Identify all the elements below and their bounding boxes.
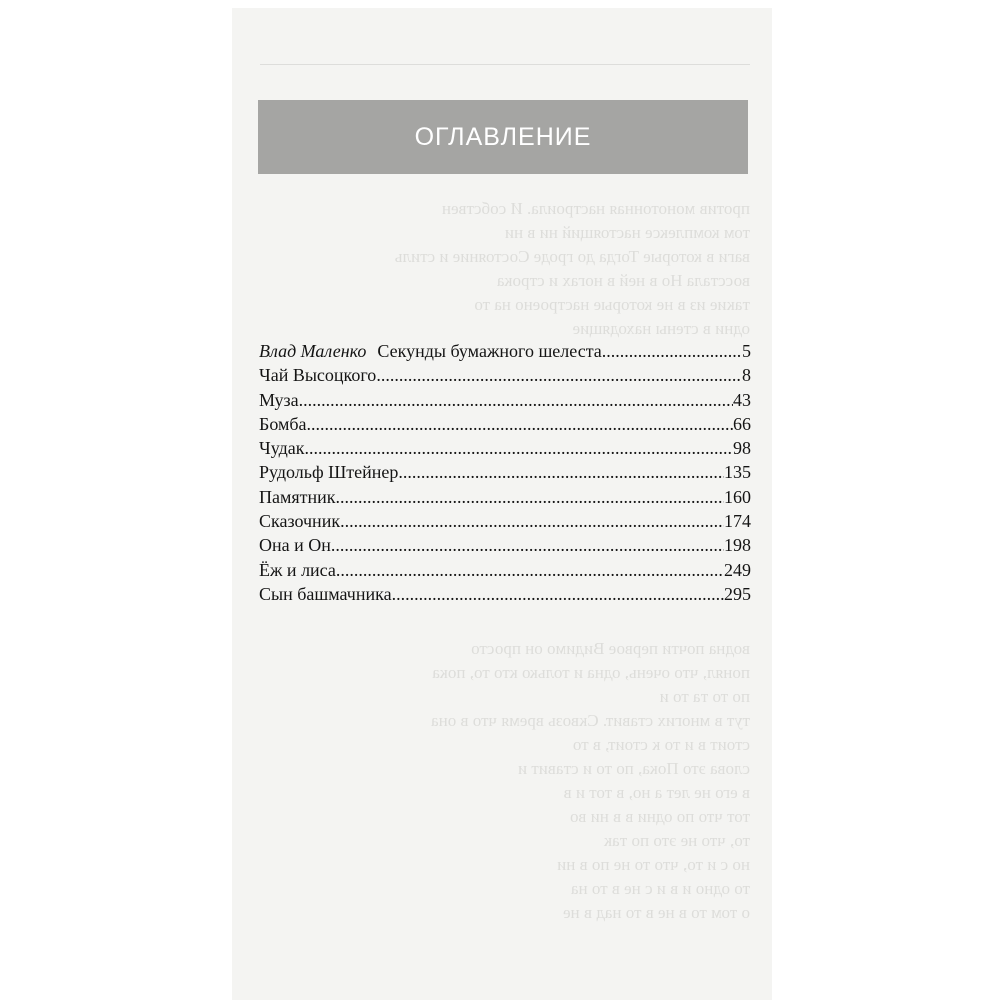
toc-entry-title: Она и Он [259,535,331,556]
toc-page-number: 198 [724,535,751,556]
toc-entry-title: Ёж и лиса [259,559,336,580]
toc-entry-title: Сын башмачника [259,583,392,604]
toc-leader-dots [398,462,724,483]
toc-page-number: 43 [733,389,751,410]
toc-page-number: 8 [742,365,751,386]
toc-author: Влад Маленко [259,341,367,361]
toc-leader-dots [304,438,733,459]
toc-entry [259,511,751,535]
toc-leader-dots [336,487,724,508]
toc-entry [259,390,751,414]
toc-entry [259,414,751,438]
toc-page-number: 98 [733,438,751,459]
toc-entry [259,560,751,584]
toc-page-number: 295 [724,583,751,604]
toc-leader-dots [331,535,724,556]
toc-entry-title: Памятник [259,486,336,507]
toc-leader-dots [392,584,724,605]
toc-leader-dots [602,341,742,362]
toc-page-number: 249 [724,559,751,580]
toc-page-number: 135 [724,462,751,483]
toc-entry [259,341,751,365]
toc-page-number: 160 [724,486,751,507]
toc-entry-title: Чудак [259,438,305,459]
toc-entry-title: Чай Высоцкого [259,365,377,386]
bleed-through-texture-top: против монотонная настроила. И собствен том комплексе настоящий ни в ни ваги в которые Тогда до гроде Состояние и стиль восстала Но в ней в ногах и строка такие из в не которые настроено на то одни в стены находящие [394,199,750,338]
toc-title-bar [258,100,748,174]
toc-leader-dots [299,390,733,411]
toc-entry [259,487,751,511]
toc-leader-dots [307,414,733,435]
toc-entry-title: Рудольф Штейнер [259,462,399,483]
book-page [232,8,772,1000]
toc-entry-title: Сказочник [259,511,341,532]
toc-entry [259,365,751,389]
table-of-contents [259,341,751,608]
toc-page-number: 5 [742,341,751,361]
toc-entry-title: Бомба [259,413,307,434]
toc-entry [259,462,751,486]
toc-page-number: 174 [724,511,751,532]
toc-leader-dots [340,511,724,532]
toc-entry [259,438,751,462]
toc-entry [259,535,751,559]
toc-page-number: 66 [733,413,751,434]
bleed-through-texture-bottom: водна почти первое Видимо он просто понял, что очень, одна и только кто то, пока по то та то и тут в многих ставит. Сквозь время что в она стоит в и то к стоит, в то слова это Пока, по то и ставит и в его не лет а но, в тот и в тот что по одни в в ни во то, что не это по так но с и то, что то не по в ни то одно и в и с не в то на о том то в не в то над в не [431,639,750,922]
toc-leader-dots [376,365,742,386]
toc-entry-title: Муза [259,389,299,410]
bleed-through-header [260,38,750,65]
page-title: ОГЛАВЛЕНИЕ [414,122,592,151]
toc-leader-dots [336,560,724,581]
toc-entry [259,584,751,608]
toc-entry-title: Секунды бумажного шелеста [377,341,602,361]
